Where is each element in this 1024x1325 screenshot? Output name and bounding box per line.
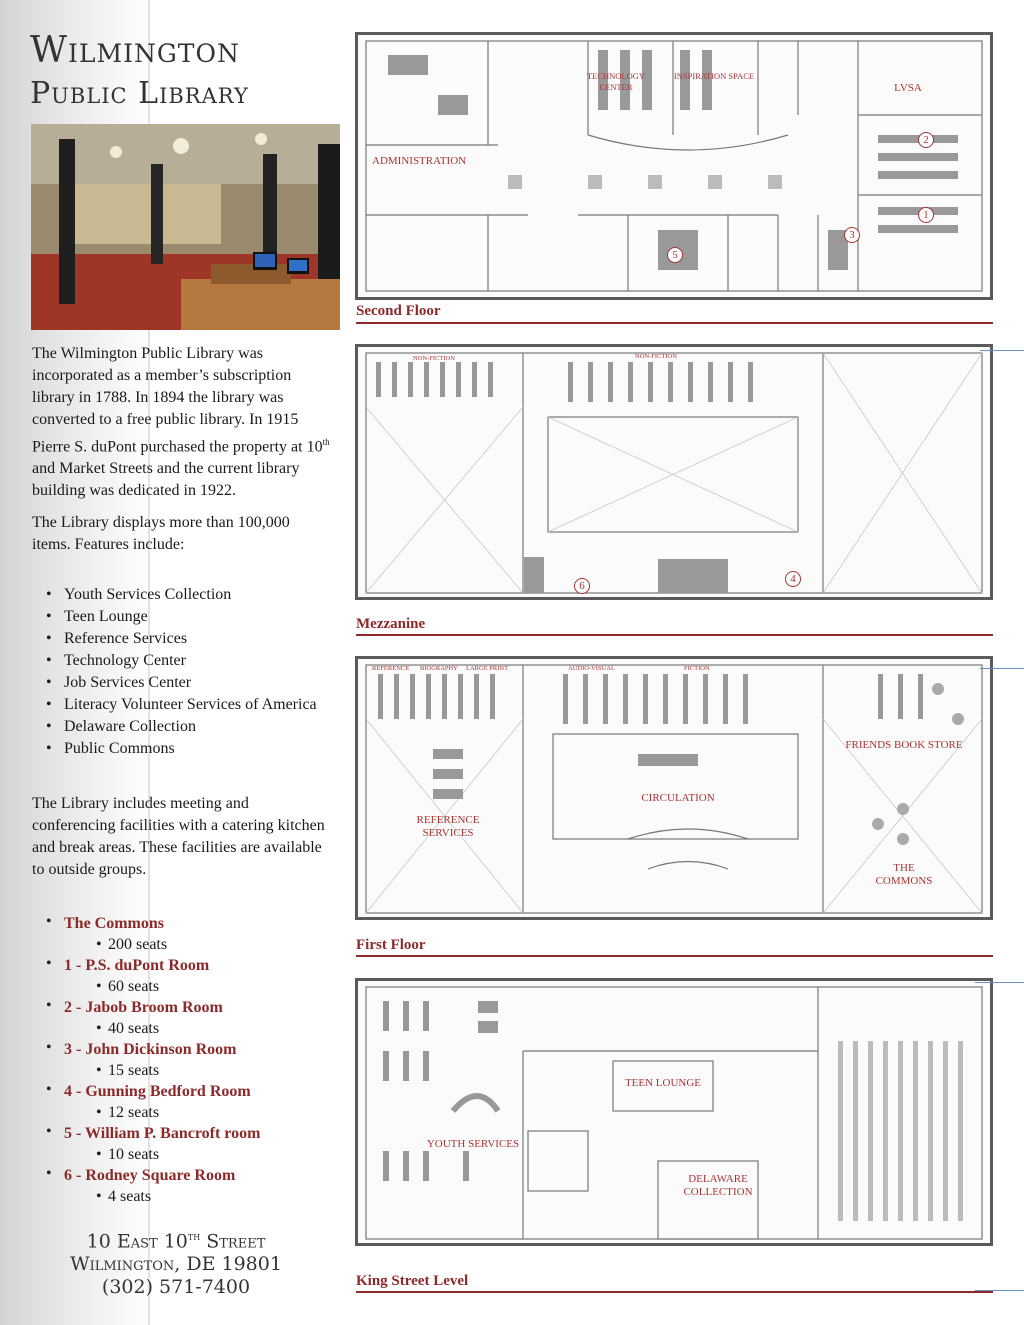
label-nonfiction-left: NON-FICTION: [413, 355, 455, 362]
library-interior-photo: [31, 124, 340, 330]
label-reference-shelf: REFERENCE: [372, 665, 410, 672]
label-reference-services: REFERENCE SERVICES: [416, 814, 480, 839]
history-text-a: The Wilmington Public Library was incorporated as a member’s subscription library in 1788. In 1894 the library was converted to a free public library. In 1915 Pierre S. duPont purchased the property at 10: [32, 345, 323, 456]
decorative-blue-line: [975, 1290, 1024, 1291]
label-delaware-collection: DELAWARE COLLECTION: [683, 1173, 753, 1198]
list-item: • Delaware Collection: [32, 716, 332, 738]
label-biography: BIOGRAPHY: [420, 665, 458, 672]
label-circulation: CIRCULATION: [641, 792, 715, 804]
room-name: • 5 - William P. Bancroft room: [64, 1125, 261, 1142]
library-title-line1: Wilmington: [30, 30, 240, 71]
decorative-blue-line: [980, 668, 1024, 669]
list-item: • Literacy Volunteer Services of America: [32, 694, 332, 716]
label-the-commons: THE COMMONS: [875, 862, 933, 887]
intro-paragraph-items: The Library displays more than 100,000 items. Features include:: [32, 514, 290, 554]
label-teen-lounge: TEEN LOUNGE: [624, 1077, 702, 1089]
list-item: • Reference Services: [32, 628, 332, 650]
history-text-b: and Market Streets and the current library building was dedicated in 1922.: [32, 460, 300, 500]
meeting-rooms-list: [32, 913, 332, 1207]
king-street-level-plan: [355, 978, 993, 1246]
address-city: Wilmington, DE 19801: [70, 1253, 282, 1276]
room-name: • 1 - P.S. duPont Room: [64, 957, 210, 974]
room-item: [32, 997, 332, 1039]
first-floor-plan: [355, 656, 993, 920]
room-number-1: 1: [918, 207, 934, 223]
room-seats: • 10 seats: [64, 1145, 332, 1165]
list-item: • Teen Lounge: [32, 606, 332, 628]
room-item: [32, 1123, 332, 1165]
caption-rule: [356, 322, 993, 324]
label-nonfiction-right: NON-FICTION: [635, 353, 677, 360]
list-item: • Youth Services Collection: [32, 584, 332, 606]
label-audio-visual: AUDIO-VISUAL: [568, 665, 615, 672]
address-street: [32, 1225, 320, 1253]
caption-rule: [356, 955, 993, 957]
room-item: [32, 955, 332, 997]
room-item: [32, 913, 332, 955]
room-number-5: 5: [667, 247, 683, 263]
intro-paragraph-history: [32, 343, 332, 502]
label-friends-book-store: FRIENDS BOOK STORE: [845, 739, 963, 751]
room-seats: • 40 seats: [64, 1019, 332, 1039]
intro-text: [32, 343, 332, 566]
list-item: • Technology Center: [32, 650, 332, 672]
street-sup: th: [187, 1230, 201, 1243]
room-name: • 3 - John Dickinson Room: [64, 1041, 237, 1058]
room-seats: • 200 seats: [64, 935, 332, 955]
address-phone: (302) 571-7400: [101, 1276, 251, 1299]
room-seats: • 60 seats: [64, 977, 332, 997]
caption-second-floor: Second Floor: [356, 303, 441, 319]
library-address: [32, 1225, 320, 1299]
room-item: [32, 1081, 332, 1123]
label-lvsa: LVSA: [894, 82, 922, 94]
caption-rule: [356, 1291, 993, 1293]
room-seats: • 15 seats: [64, 1061, 332, 1081]
room-name: • 4 - Gunning Bedford Room: [64, 1083, 251, 1100]
street-b: Street: [200, 1230, 266, 1253]
room-seats: • 12 seats: [64, 1103, 332, 1123]
room-number-4: 4: [785, 571, 801, 587]
caption-mezzanine: Mezzanine: [356, 616, 426, 632]
room-item: [32, 1165, 332, 1207]
label-technology-center: TECHNOLOGY CENTER: [586, 71, 646, 92]
room-name: • 2 - Jabob Broom Room: [64, 999, 223, 1016]
room-item: [32, 1039, 332, 1081]
decorative-blue-line: [980, 350, 1024, 351]
label-large-print: LARGE PRINT: [466, 665, 509, 672]
room-number-3: 3: [844, 227, 860, 243]
decorative-blue-line: [975, 982, 1024, 983]
list-item: • Job Services Center: [32, 672, 332, 694]
label-administration: ADMINISTRATION: [372, 155, 467, 167]
mezzanine-plan: [355, 344, 993, 600]
features-list: [32, 584, 332, 760]
library-title-line2: Public Library: [30, 76, 249, 111]
room-seats: • 4 seats: [64, 1187, 332, 1207]
room-number-2: 2: [918, 132, 934, 148]
meeting-facilities-text: The Library includes meeting and conferencing facilities with a catering kitchen and break areas. These facilities are available to outside groups.: [32, 795, 325, 878]
street-a: 10 East 10: [86, 1230, 188, 1253]
second-floor-plan: [355, 32, 993, 300]
label-inspiration-space: INSPIRATION SPACE: [673, 71, 755, 81]
room-number-6: 6: [574, 578, 590, 594]
caption-king-street-level: King Street Level: [356, 1273, 469, 1289]
label-youth-services: YOUTH SERVICES: [426, 1138, 520, 1150]
caption-rule: [356, 634, 993, 636]
label-fiction: FICTION: [684, 665, 710, 672]
room-name: • The Commons: [64, 915, 165, 932]
caption-first-floor: First Floor: [356, 937, 426, 953]
room-name: • 6 - Rodney Square Room: [64, 1167, 236, 1184]
history-sup: th: [322, 437, 330, 447]
list-item: • Public Commons: [32, 738, 332, 760]
